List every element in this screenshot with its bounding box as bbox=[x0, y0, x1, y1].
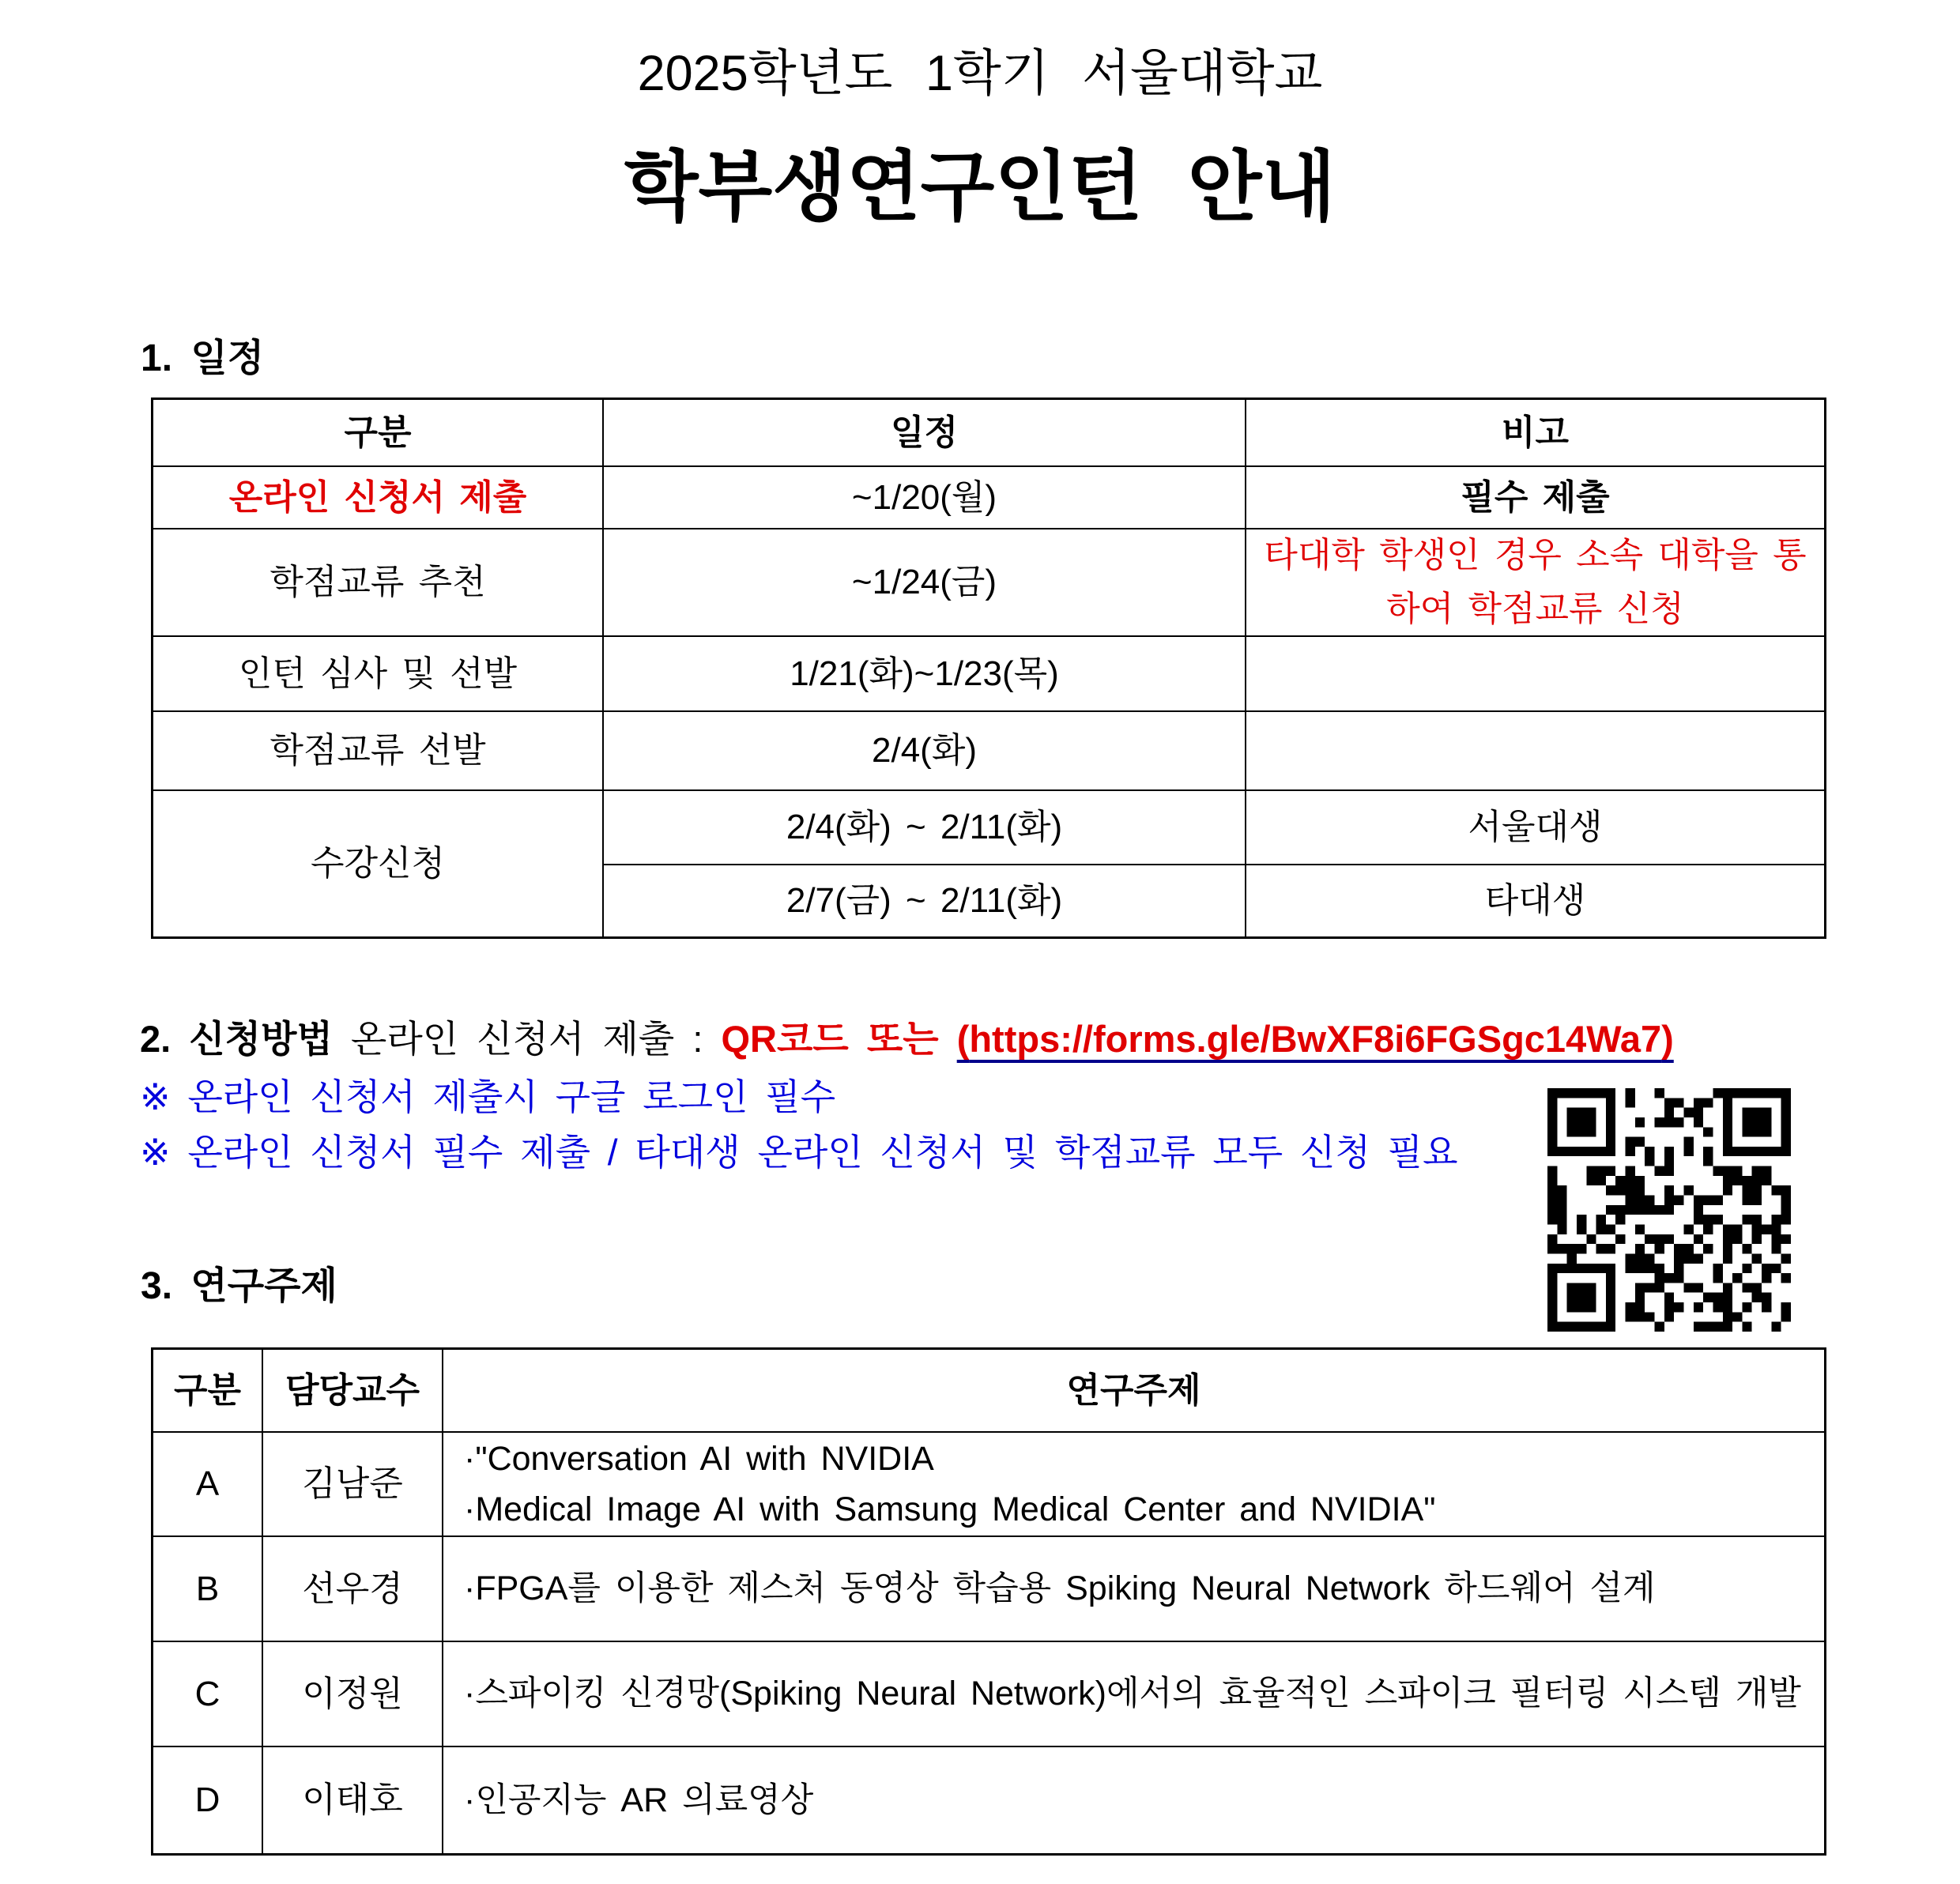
section1-heading: 1. 일정 bbox=[141, 337, 265, 379]
topic-line: ·스파이킹 신경망(Spiking Neural Network)에서의 효율적인 스파이크 필터링 시스템 개발 bbox=[464, 1675, 1801, 1713]
column-header: 구분 bbox=[153, 1350, 263, 1433]
page-title-line1: 2025학년도 1학기 서울대학교 bbox=[637, 46, 1323, 101]
note-required-submission: ※ 온라인 신청서 필수 제출 / 타대생 온라인 신청서 및 학점교류 모두 신청 필요 bbox=[140, 1132, 1458, 1173]
group-cell: B bbox=[153, 1537, 263, 1642]
group-cell: C bbox=[153, 1642, 263, 1747]
column-header: 연구주제 bbox=[443, 1350, 1824, 1433]
category-cell: 온라인 신청서 제출 bbox=[153, 467, 604, 529]
section2-text: 온라인 신청서 제출 : bbox=[332, 1018, 722, 1060]
group-cell: D bbox=[153, 1747, 263, 1853]
note-cell bbox=[1246, 637, 1824, 712]
section2-heading: 2. 신청방법 bbox=[140, 1018, 333, 1060]
note-cell: 타대학 학생인 경우 소속 대학을 통하여 학점교류 신청 bbox=[1246, 529, 1824, 637]
section3-heading: 3. 연구주제 bbox=[141, 1265, 337, 1307]
professor-cell: 선우경 bbox=[263, 1537, 443, 1642]
professor-cell: 이정원 bbox=[263, 1642, 443, 1747]
category-cell: 학점교류 선발 bbox=[153, 712, 604, 791]
topic-line: ·인공지능 AR 의료영상 bbox=[464, 1780, 814, 1819]
schedule-cell: 2/7(금) ~ 2/11(화) bbox=[604, 865, 1246, 936]
professor-cell: 이태호 bbox=[263, 1747, 443, 1853]
schedule-table bbox=[151, 398, 1826, 939]
topic-cell bbox=[443, 1642, 1824, 1747]
application-form-link[interactable]: https://forms.gle/BwXF8i6FGSgc14Wa7 bbox=[969, 1018, 1662, 1060]
topic-line: ·"Conversation AI with NVIDIA bbox=[464, 1439, 934, 1478]
note-cell bbox=[1246, 712, 1824, 791]
page-title-line2: 학부생연구인턴 안내 bbox=[624, 144, 1336, 230]
link-group bbox=[957, 1018, 1674, 1060]
note-cell: 서울대생 bbox=[1246, 791, 1824, 865]
link-close-paren: ) bbox=[1661, 1018, 1674, 1060]
research-topics-table bbox=[151, 1347, 1826, 1856]
category-cell: 수강신청 bbox=[153, 791, 604, 936]
topic-line: ·FPGA를 이용한 제스처 동영상 학습용 Spiking Neural Network 하드웨어 설계 bbox=[464, 1569, 1656, 1608]
topic-cell bbox=[443, 1537, 1824, 1642]
topic-cell bbox=[443, 1747, 1824, 1853]
link-open-paren: ( bbox=[956, 1018, 970, 1060]
qr-label-text: QR코드 또는 bbox=[721, 1018, 957, 1060]
schedule-cell: ~1/20(월) bbox=[604, 467, 1246, 529]
schedule-cell: 2/4(화) bbox=[604, 712, 1246, 791]
column-header: 담당교수 bbox=[263, 1350, 443, 1433]
professor-cell: 김남준 bbox=[263, 1433, 443, 1537]
topic-line: ·Medical Image AI with Samsung Medical Center and NVIDIA" bbox=[464, 1490, 1436, 1528]
qr-code bbox=[1547, 1081, 1791, 1339]
schedule-cell: ~1/24(금) bbox=[604, 529, 1246, 637]
category-cell: 학점교류 추천 bbox=[153, 529, 604, 637]
note-google-login: ※ 온라인 신청서 제출시 구글 로그인 필수 bbox=[140, 1076, 836, 1117]
schedule-cell: 2/4(화) ~ 2/11(화) bbox=[604, 791, 1246, 865]
column-header: 비고 bbox=[1246, 400, 1824, 467]
column-header: 일정 bbox=[604, 400, 1246, 467]
group-cell: A bbox=[153, 1433, 263, 1537]
schedule-cell: 1/21(화)~1/23(목) bbox=[604, 637, 1246, 712]
topic-cell bbox=[443, 1433, 1824, 1537]
column-header: 구분 bbox=[153, 400, 604, 467]
note-cell: 타대생 bbox=[1484, 881, 1586, 921]
section2-paragraph bbox=[140, 1010, 1674, 1063]
note-cell: 필수 제출 bbox=[1246, 467, 1824, 529]
category-cell: 인턴 심사 및 선발 bbox=[153, 637, 604, 712]
